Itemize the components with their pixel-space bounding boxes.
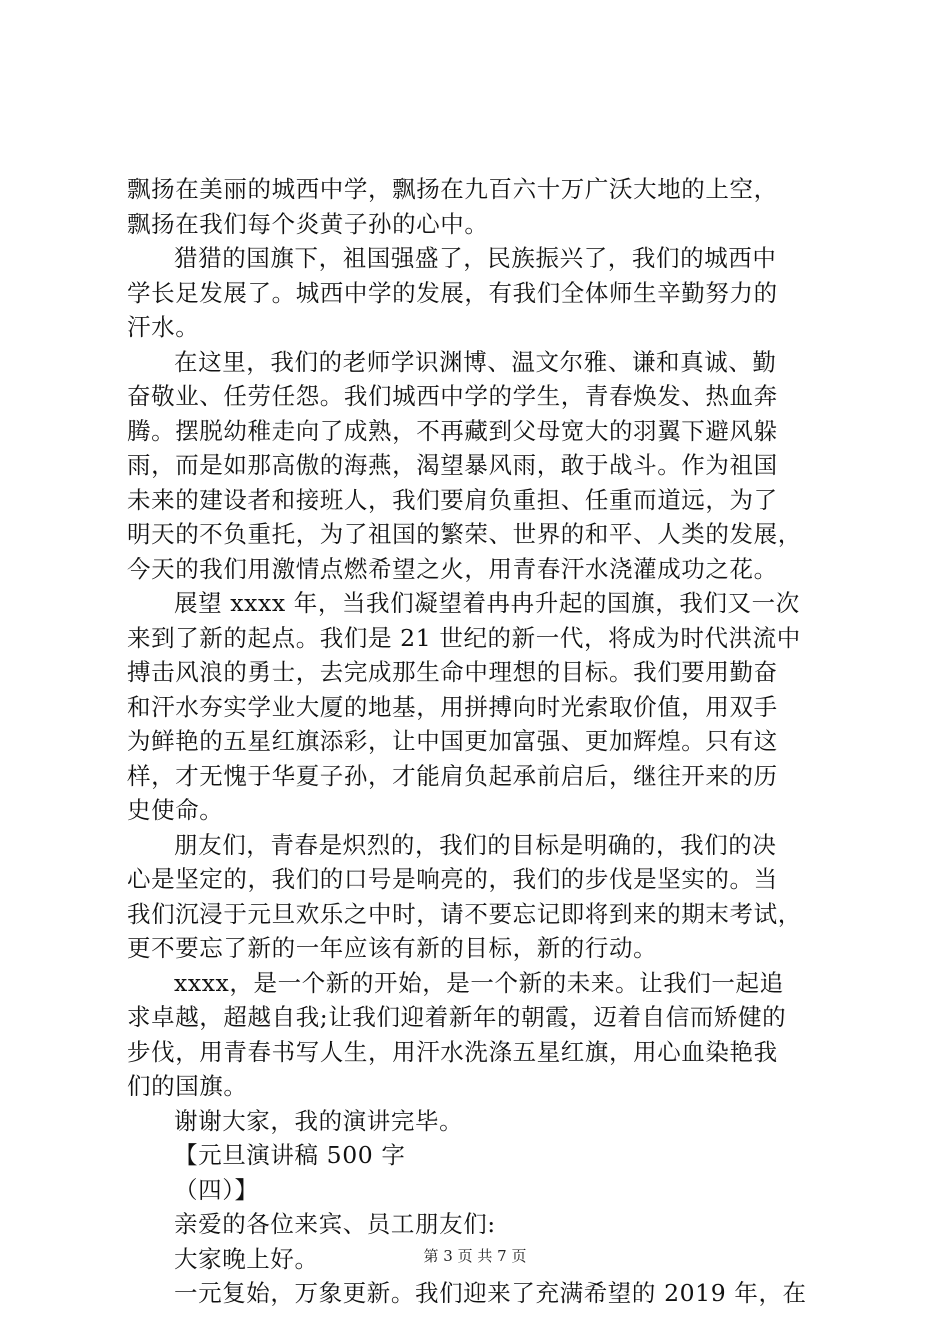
text-line: 飘扬在我们每个炎黄子孙的心中。 [127,209,489,238]
text-line: 亲爱的各位来宾、员工朋友们: [174,1210,496,1238]
text-line: 奋敬业、任劳任怨。我们城西中学的学生，青春焕发、热血奔 [127,382,778,410]
text-line: 更不要忘了新的一年应该有新的目标，新的行动。 [127,934,658,962]
text-line: 飘扬在美丽的城西中学，飘扬在九百六十万广沃大地的上空， [127,175,778,203]
text-line: 一元复始，万象更新。我们迎来了充满希望的 2019 年，在 [174,1279,807,1307]
text-line: 我们沉浸于元旦欢乐之中时，请不要忘记即将到来的期末考试， [127,899,802,928]
text-line: 学长足发展了。城西中学的发展，有我们全体师生辛勤努力的 [127,278,778,307]
text-line: 腾。摆脱幼稚走向了成熟，不再藏到父母宽大的羽翼下避风躲 [127,416,778,445]
text-line: 和汗水夯实学业大厦的地基，用拼搏向时光索取价值，用双手 [127,692,778,721]
text-line: 雨，而是如那高傲的海燕，渴望暴风雨，敢于战斗。作为祖国 [127,451,778,479]
text-line: 搏击风浪的勇士，去完成那生命中理想的目标。我们要用勤奋 [127,658,778,686]
text-line: 朋友们，青春是炽烈的，我们的目标是明确的，我们的决 [174,830,777,859]
text-line: 为鲜艳的五星红旗添彩，让中国更加富强、更加辉煌。只有这 [127,727,778,755]
text-line: 求卓越，超越自我;让我们迎着新年的朝霞，迈着自信而矫健的 [127,1003,787,1031]
text-line: xxxx，是一个新的开始，是一个新的未来。让我们一起追 [174,968,784,997]
text-line: 猎猎的国旗下，祖国强盛了，民族振兴了，我们的城西中 [174,244,777,272]
text-line: 史使命。 [127,796,224,824]
text-line: 步伐，用青春书写人生，用汗水洗涤五星红旗，用心血染艳我 [127,1037,778,1066]
text-line: 未来的建设者和接班人，我们要肩负重担、任重而道远，为了 [127,485,778,514]
body-text [127,172,837,1311]
text-line: 谢谢大家，我的演讲完毕。 [174,1106,464,1135]
text-line: 样，才无愧于华夏子孙，才能肩负起承前启后，继往开来的历 [127,761,778,790]
text-line: 大家晚上好。 [174,1244,319,1273]
text-line: 们的国旗。 [127,1072,248,1100]
text-line: （四）】 [174,1175,259,1204]
text-line: 明天的不负重托，为了祖国的繁荣、世界的和平、人类的发展， [127,520,802,548]
text-line: 心是坚定的，我们的口号是响亮的，我们的步伐是坚实的。当 [127,865,778,893]
text-line: 来到了新的起点。我们是 21 世纪的新一代，将成为时代洪流中 [127,623,801,652]
text-line: 在这里，我们的老师学识渊博、温文尔雅、谦和真诚、勤 [174,347,777,376]
text-line: 展望 xxxx 年，当我们凝望着冉冉升起的国旗，我们又一次 [174,589,800,617]
text-line: 今天的我们用激情点燃希望之火，用青春汗水浇灌成功之花。 [127,554,778,583]
text-line: 汗水。 [127,313,200,341]
text-line: 【元旦演讲稿 500 字 [174,1141,406,1169]
page-footer: 第 3 页 共 7 页 [423,1247,527,1265]
